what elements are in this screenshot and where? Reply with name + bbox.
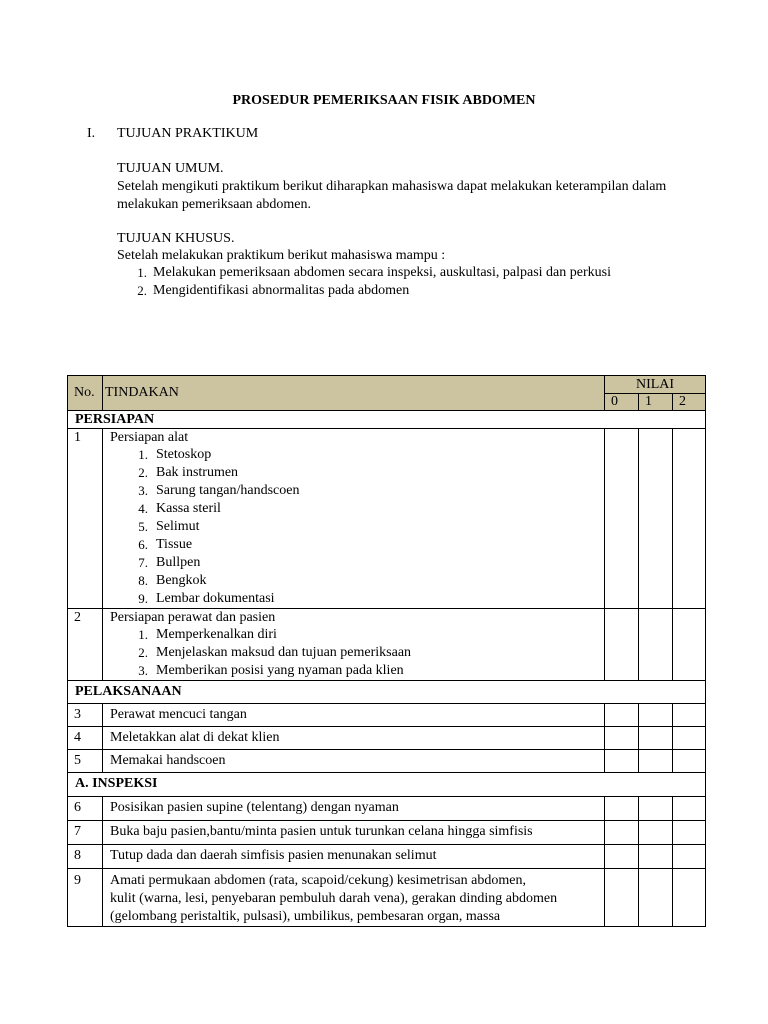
score-cell-2[interactable] [673,429,706,609]
table-row [68,797,706,821]
row-line: Amati permukaan abdomen (rata, scapoid/cekung) kesimetrisan abdomen, [110,873,526,888]
section-inspeksi: A. INSPEKSI [68,773,706,797]
score-cell-2[interactable] [673,704,706,727]
list-text: Sarung tangan/handscoen [156,483,300,498]
list-text: Lembar dokumentasi [156,591,275,606]
tujuan-umum-heading: TUJUAN UMUM. [117,161,224,176]
score-cell-1[interactable] [639,609,673,681]
row-action [103,869,605,927]
list-text: Mengidentifikasi abnormalitas pada abdomen [153,283,410,298]
row-action: Perawat mencuci tangan [103,704,605,727]
preparation-list [110,626,604,680]
tujuan-umum-text-line1: Setelah mengikuti praktikum berikut diharapkan mahasiswa dapat melakukan keterampilan dalam [117,179,667,194]
row-number: 8 [68,845,103,869]
score-cell-2[interactable] [673,869,706,927]
list-number: 1. [138,447,148,462]
header-tindakan: TINDAKAN [103,376,605,411]
list-item [110,644,604,662]
list-text: Kassa steril [156,501,221,516]
score-cell-2[interactable] [673,821,706,845]
list-item [110,626,604,644]
tujuan-umum-text-line2: melakukan pemeriksaan abdomen. [117,197,311,212]
score-cell-2[interactable] [673,797,706,821]
list-item [110,590,604,608]
row-action: Tutup dada dan daerah simfisis pasien menunakan selimut [103,845,605,869]
list-number: 4. [138,501,148,516]
score-cell-2[interactable] [673,845,706,869]
row-title: Persiapan perawat dan pasien [110,610,276,625]
list-number: 1. [137,265,147,280]
list-number: 3. [138,663,148,678]
list-item [110,464,604,482]
list-number: 2. [138,465,148,480]
list-text: Menjelaskan maksud dan tujuan pemeriksaan [156,645,412,660]
score-cell-1[interactable] [639,845,673,869]
equipment-list [110,446,604,608]
row-action [103,429,605,609]
score-cell-1[interactable] [639,727,673,750]
score-cell-0[interactable] [605,727,639,750]
table-row [68,750,706,773]
row-number: 6 [68,797,103,821]
score-cell-2[interactable] [673,609,706,681]
row-number: 7 [68,821,103,845]
table-row [68,845,706,869]
list-text: Bak instrumen [156,465,239,480]
list-text: Memberikan posisi yang nyaman pada klien [156,663,404,678]
list-text: Memperkenalkan diri [156,627,277,642]
list-item [110,500,604,518]
score-cell-1[interactable] [639,429,673,609]
table-row [68,821,706,845]
row-number: 2 [68,609,103,681]
row-title: Persiapan alat [110,430,189,445]
table-row [68,429,706,609]
header-nilai: NILAI [605,376,706,394]
header-no: No. [68,376,103,411]
list-item [110,662,604,680]
score-cell-0[interactable] [605,704,639,727]
header-score-1: 1 [639,394,673,411]
tujuan-khusus-intro: Setelah melakukan praktikum berikut mahasiswa mampu : [117,248,446,263]
row-action: Buka baju pasien,bantu/minta pasien untuk turunkan celana hingga simfisis [103,821,605,845]
section-persiapan: PERSIAPAN [68,411,706,429]
row-action: Meletakkan alat di dekat klien [103,727,605,750]
list-number: 7. [138,555,148,570]
score-cell-1[interactable] [639,869,673,927]
tujuan-khusus-heading: TUJUAN KHUSUS. [117,231,235,246]
row-line: (gelombang peristaltik, pulsasi), umbilikus, pembesaran organ, massa [110,909,501,924]
list-text: Melakukan pemeriksaan abdomen secara inspeksi, auskultasi, palpasi dan perkusi [153,265,611,280]
list-text: Tissue [156,537,193,552]
score-cell-1[interactable] [639,797,673,821]
list-number: 2. [137,283,147,298]
score-cell-1[interactable] [639,750,673,773]
section-number: I. [87,126,96,141]
list-item [110,572,604,590]
score-cell-0[interactable] [605,429,639,609]
score-cell-0[interactable] [605,821,639,845]
table-row [68,704,706,727]
row-line: kulit (warna, lesi, penyebaran pembuluh darah vena), gerakan dinding abdomen [110,891,558,906]
score-cell-0[interactable] [605,797,639,821]
table-row [68,727,706,750]
score-cell-2[interactable] [673,750,706,773]
row-number: 4 [68,727,103,750]
row-action: Posisikan pasien supine (telentang) dengan nyaman [103,797,605,821]
table-row [68,869,706,927]
list-number: 1. [138,627,148,642]
list-item [110,482,604,500]
list-text: Bullpen [156,555,201,570]
score-cell-0[interactable] [605,750,639,773]
score-cell-2[interactable] [673,727,706,750]
list-text: Selimut [156,519,200,534]
checklist-table [67,375,706,927]
list-text: Bengkok [156,573,207,588]
row-number: 3 [68,704,103,727]
row-number: 9 [68,869,103,927]
header-score-0: 0 [605,394,639,411]
section-title: TUJUAN PRAKTIKUM [117,126,259,141]
list-item [110,536,604,554]
row-number: 5 [68,750,103,773]
score-cell-0[interactable] [605,869,639,927]
list-number: 6. [138,537,148,552]
score-cell-0[interactable] [605,845,639,869]
list-number: 5. [138,519,148,534]
row-action [103,609,605,681]
list-number: 9. [138,591,148,606]
document-title: PROSEDUR PEMERIKSAAN FISIK ABDOMEN [232,93,536,108]
list-number: 8. [138,573,148,588]
list-item [110,554,604,572]
list-number: 2. [138,645,148,660]
section-pelaksanaan: PELAKSANAAN [68,681,706,704]
header-score-2: 2 [673,394,706,411]
list-text: Stetoskop [156,447,212,462]
row-action: Memakai handscoen [103,750,605,773]
score-cell-0[interactable] [605,609,639,681]
score-cell-1[interactable] [639,821,673,845]
row-number: 1 [68,429,103,609]
list-item [110,518,604,536]
score-cell-1[interactable] [639,704,673,727]
list-item [110,446,604,464]
list-number: 3. [138,483,148,498]
table-row [68,609,706,681]
